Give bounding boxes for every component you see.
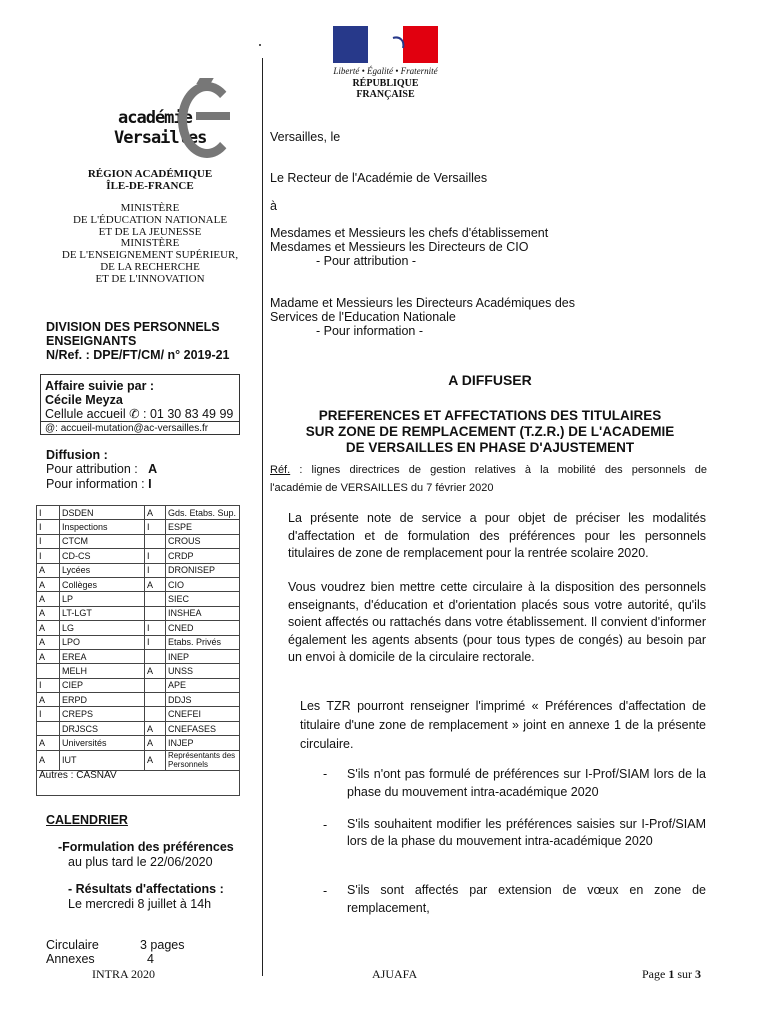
division-line2: ENSEIGNANTS [46, 334, 137, 348]
diffusion-recipient: EREA [60, 649, 145, 663]
paragraph-1: La présente note de service a pour objet de préciser les modalités d'affectation et de formulation des préférences pour les personnels titulaires de zone de remplacement pour la rentrée scolaire 2020. [288, 511, 706, 560]
diffusion-code: A [145, 721, 166, 735]
republique-logo [333, 26, 438, 63]
diffusion-code: A [145, 577, 166, 591]
diffusion-row [37, 721, 240, 735]
diffusion-recipient: CNED [166, 621, 240, 635]
calendar-item1-title: -Formulation des préférences [58, 840, 234, 854]
diffusion-row [37, 649, 240, 663]
diffusion-recipient: Collèges [60, 577, 145, 591]
footer-left: INTRA 2020 [92, 967, 155, 981]
diffusion-code: A [37, 621, 60, 635]
diffusion-recipient: Inspections [60, 520, 145, 534]
diffusion-recipient: IUT [60, 750, 145, 770]
diffusion-code: A [145, 506, 166, 520]
recipient-3: Madame et Messieurs les Directeurs Académiques des [270, 296, 575, 310]
sender: Le Recteur de l'Académie de Versailles [270, 171, 488, 185]
contact-title: Affaire suivie par : [45, 379, 155, 393]
diffusion-title: Diffusion : [46, 448, 108, 462]
diffusion-code [145, 592, 166, 606]
diffusion-row [37, 736, 240, 750]
contact-name: Cécile Meyza [45, 393, 123, 407]
division-ref: N/Ref. : DPE/FT/CM/ n° 2019-21 [46, 348, 230, 362]
diffusion-row [37, 549, 240, 563]
contact-phone: Cellule accueil ✆ : 01 30 83 49 99 [45, 407, 234, 421]
paragraph-3: Les TZR pourront renseigner l'imprimé « Préférences d'affectation de titulaire d'une zone de remplacement » joint en annexe 1 de la présente circulaire. [300, 699, 706, 751]
diffusion-code: A [37, 563, 60, 577]
diffusion-row [37, 678, 240, 692]
diffusion-recipient: INSHEA [166, 606, 240, 620]
diffusion-code: I [145, 635, 166, 649]
annexes-label: Annexes [46, 952, 95, 966]
information-line: Pour information : I [46, 477, 152, 491]
division-line1: DIVISION DES PERSONNELS [46, 320, 220, 334]
diffusion-recipient: CTCM [60, 534, 145, 548]
recipient-information: - Pour information - [316, 324, 423, 338]
diffusion-code: A [37, 693, 60, 707]
diffusion-recipient: Etabs. Privés [166, 635, 240, 649]
diffusion-recipient: LG [60, 621, 145, 635]
diffusion-recipient: INEP [166, 649, 240, 663]
bullet-dash-1: - [323, 767, 328, 781]
diffusion-code: A [37, 606, 60, 620]
republic-name: RÉPUBLIQUE FRANÇAISE [352, 78, 419, 100]
diffusion-code: I [145, 563, 166, 577]
diffusion-recipient: DDJS [166, 693, 240, 707]
ministry-research: MINISTÈRE DE L'ENSEIGNEMENT SUPÉRIEUR, DE LA RECHERCHE ET DE L'INNOVATION [61, 237, 239, 285]
recipient-attribution: - Pour attribution - [316, 254, 417, 268]
contact-box [40, 374, 240, 435]
bullet-dash-2: - [323, 818, 328, 832]
diffusion-code [145, 534, 166, 548]
attribution-line: Pour attribution : A [46, 462, 158, 476]
diffusion-code: A [37, 577, 60, 591]
recipient-1: Mesdames et Messieurs les chefs d'établissement [270, 226, 549, 240]
annexes-value: 4 [147, 952, 154, 966]
bullet-1: S'ils n'ont pas formulé de préférences sur I-Prof/SIAM lors de la phase du mouvement intra-académique 2020 [347, 767, 706, 799]
diffusion-recipient: CNEFEI [166, 707, 240, 721]
to-word: à [270, 199, 277, 213]
diffusion-code: A [37, 592, 60, 606]
ministry-education: MINISTÈRE DE L'ÉDUCATION NATIONALE ET DE LA JEUNESSE [72, 202, 228, 238]
logo-line2: Versailles [114, 128, 207, 148]
logo-line1: académie [118, 108, 192, 128]
diffusion-recipient: Universités [60, 736, 145, 750]
diffusion-code: I [145, 621, 166, 635]
diffusion-code [145, 606, 166, 620]
diffusion-recipient: UNSS [166, 664, 240, 678]
diffusion-recipient: CRDP [166, 549, 240, 563]
diffusion-recipient: LT-LGT [60, 606, 145, 620]
diffusion-code [145, 678, 166, 692]
reference-line1: Réf. : lignes directrices de gestion relatives à la mobilité des personnels de [270, 464, 707, 476]
diffusion-recipient: ERPD [60, 693, 145, 707]
circulaire-value: 3 pages [140, 938, 185, 952]
diffusion-row [37, 693, 240, 707]
diffusion-recipient: DSDEN [60, 506, 145, 520]
diffusion-recipient: APE [166, 678, 240, 692]
circulaire-label: Circulaire [46, 938, 99, 952]
diffusion-code: A [145, 664, 166, 678]
diffusion-recipient: SIEC [166, 592, 240, 606]
diffusion-row [37, 506, 240, 520]
diffusion-row [37, 563, 240, 577]
diffusion-row [37, 635, 240, 649]
diffusion-recipient: CROUS [166, 534, 240, 548]
diffusion-code [37, 664, 60, 678]
diffusion-recipient: DRJSCS [60, 721, 145, 735]
diffusion-recipient: MELH [60, 664, 145, 678]
academie-e-icon [178, 82, 236, 158]
diffusion-code [145, 707, 166, 721]
republic-motto: Liberté • Égalité • Fraternité [333, 66, 438, 76]
vertical-divider [262, 58, 263, 976]
diffusion-recipient: LP [60, 592, 145, 606]
diffusion-code: A [37, 635, 60, 649]
document-title: PREFERENCES ET AFFECTATIONS DES TITULAIRES SUR ZONE DE REMPLACEMENT (T.Z.R.) DE L'ACADEMIE DE VERSAILLES EN PHASE D'AJUSTEMENT [305, 408, 675, 455]
diffusion-code: A [145, 750, 166, 770]
contact-email[interactable]: @: accueil-mutation@ac-versailles.fr [41, 421, 239, 435]
diffusion-code: I [145, 520, 166, 534]
diffusion-code: A [37, 750, 60, 770]
diffusion-recipient: CNEFASES [166, 721, 240, 735]
bullet-dash-3: - [323, 884, 328, 898]
diffusion-code: I [37, 520, 60, 534]
diffusion-row [37, 664, 240, 678]
diffusion-row [37, 577, 240, 591]
diffusion-row [37, 621, 240, 635]
diffusion-code: A [37, 736, 60, 750]
dot-mark [259, 44, 261, 46]
place-date: Versailles, le [270, 130, 341, 144]
diffusion-recipient: CIEP [60, 678, 145, 692]
calendar-item2-date: Le mercredi 8 juillet à 14h [68, 897, 212, 911]
diffusion-code [145, 649, 166, 663]
diffusion-row [37, 750, 240, 770]
diffusion-recipient: CD-CS [60, 549, 145, 563]
diffusion-recipient: CREPS [60, 707, 145, 721]
diffusion-recipient: LPO [60, 635, 145, 649]
diffusion-others: Autres : CASNAV [37, 770, 240, 795]
diffusion-recipient: ESPE [166, 520, 240, 534]
region-block: RÉGION ACADÉMIQUE ÎLE-DE-FRANCE [87, 168, 213, 192]
diffusion-row [37, 592, 240, 606]
diffusion-recipient: DRONISEP [166, 563, 240, 577]
paragraph-2: Vous voudrez bien mettre cette circulaire à la disposition des personnels enseignants, d'éducation et d'orientation placés sous votre autorité, qu'ils soient affectés ou rattachés dans votre établissement. Il convient d'informer également les agents absents (pour tous types de congés) au besoin par un envoi à domicile de la circulaire rectorale. [288, 580, 706, 664]
marianne-icon [333, 26, 438, 63]
page-number: Page 1 sur 3 [642, 967, 701, 981]
bullet-2: S'ils souhaitent modifier les préférences saisies sur I-Prof/SIAM lors de la phase du mouvement intra-académique 2020 [347, 817, 706, 848]
diffusion-code: I [37, 549, 60, 563]
diffusion-recipient: Représentants des Personnels [166, 750, 240, 770]
calendar-item1-date: au plus tard le 22/06/2020 [68, 855, 213, 869]
diffusion-code: I [37, 534, 60, 548]
diffusion-code [37, 721, 60, 735]
diffusion-code: I [37, 506, 60, 520]
diffusion-row [37, 534, 240, 548]
recipient-4: Services de l'Education Nationale [270, 310, 456, 324]
recipient-2: Mesdames et Messieurs les Directeurs de CIO [270, 240, 529, 254]
diffusion-code [145, 693, 166, 707]
diffusion-recipient: Lycées [60, 563, 145, 577]
diffusion-code: I [37, 707, 60, 721]
diffusion-recipient: CIO [166, 577, 240, 591]
a-diffuser-heading: A DIFFUSER [448, 372, 532, 388]
diffusion-code: I [37, 678, 60, 692]
diffusion-recipient: INJEP [166, 736, 240, 750]
diffusion-code: I [145, 549, 166, 563]
calendar-title: CALENDRIER [46, 813, 128, 827]
diffusion-table [36, 505, 240, 796]
bullet-3: S'ils sont affectés par extension de vœux en zone de remplacement, [347, 883, 706, 915]
diffusion-row [37, 707, 240, 721]
calendar-item2-title: - Résultats d'affectations : [68, 882, 224, 896]
reference-line2: l'académie de VERSAILLES du 7 février 2020 [270, 482, 494, 494]
diffusion-recipient: Gds. Etabs. Sup. [166, 506, 240, 520]
diffusion-code: A [37, 649, 60, 663]
diffusion-code: A [145, 736, 166, 750]
diffusion-row [37, 520, 240, 534]
diffusion-row [37, 606, 240, 620]
footer-center: AJUAFA [372, 967, 418, 981]
